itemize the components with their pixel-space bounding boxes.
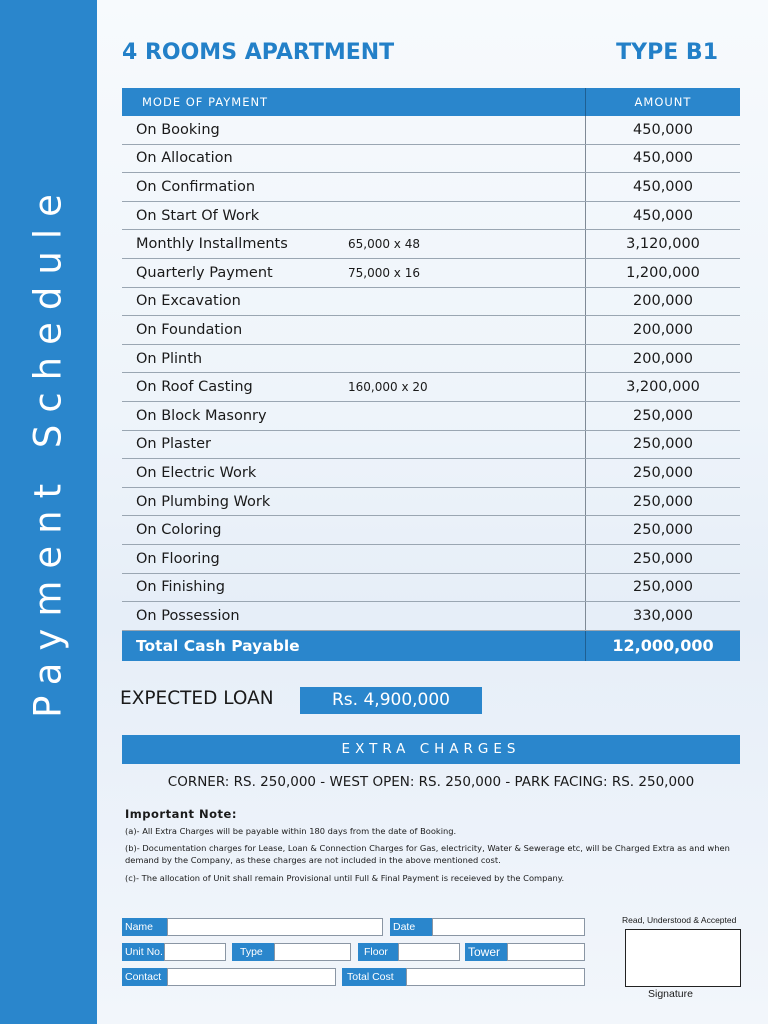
table-row bbox=[122, 401, 740, 430]
payment-amount: 250,000 bbox=[586, 487, 741, 516]
table-row bbox=[122, 258, 740, 287]
note-a: (a)- All Extra Charges will be payable within 180 days from the date of Booking. bbox=[125, 826, 457, 836]
payment-amount: 330,000 bbox=[586, 602, 741, 631]
installment-breakdown bbox=[348, 316, 586, 345]
installment-breakdown bbox=[348, 459, 586, 488]
table-row bbox=[122, 487, 740, 516]
expected-loan-label: EXPECTED LOAN bbox=[120, 688, 274, 709]
table-row bbox=[122, 287, 740, 316]
installment-breakdown bbox=[348, 201, 586, 230]
payment-amount: 250,000 bbox=[586, 459, 741, 488]
name-field[interactable] bbox=[167, 918, 383, 936]
payment-amount: 450,000 bbox=[586, 201, 741, 230]
total-cost-field[interactable] bbox=[406, 968, 585, 986]
payment-stage-label: On Finishing bbox=[122, 573, 348, 602]
payment-stage-label: On Start Of Work bbox=[122, 201, 348, 230]
tower-field[interactable] bbox=[507, 943, 585, 961]
mode-header: MODE OF PAYMENT bbox=[122, 88, 586, 116]
payment-amount: 450,000 bbox=[586, 116, 741, 144]
payment-stage-label: On Flooring bbox=[122, 544, 348, 573]
installment-breakdown bbox=[348, 516, 586, 545]
note-b: (b)- Documentation charges for Lease, Loan & Connection Charges for Gas, electricity, Water & Sewerage etc, will be Charged Extra as and when demand by the Company, as these charges are not included in the above mentioned cost. bbox=[125, 843, 730, 865]
table-row bbox=[122, 430, 740, 459]
payment-stage-label: On Plaster bbox=[122, 430, 348, 459]
payment-amount: 200,000 bbox=[586, 344, 741, 373]
payment-stage-label: Quarterly Payment bbox=[122, 258, 348, 287]
installment-breakdown bbox=[348, 573, 586, 602]
payment-amount: 3,120,000 bbox=[586, 230, 741, 259]
date-field[interactable] bbox=[432, 918, 585, 936]
payment-stage-label: On Electric Work bbox=[122, 459, 348, 488]
payment-stage-label: On Plinth bbox=[122, 344, 348, 373]
table-row bbox=[122, 573, 740, 602]
payment-amount: 450,000 bbox=[586, 144, 741, 173]
installment-breakdown bbox=[348, 401, 586, 430]
type-field[interactable] bbox=[274, 943, 351, 961]
table-row bbox=[122, 459, 740, 488]
table-row bbox=[122, 116, 740, 144]
contact-field[interactable] bbox=[167, 968, 336, 986]
table-row bbox=[122, 144, 740, 173]
payment-amount: 200,000 bbox=[586, 287, 741, 316]
type-label: Type bbox=[232, 943, 274, 961]
unit-no-field[interactable] bbox=[164, 943, 226, 961]
table-row bbox=[122, 516, 740, 545]
total-row bbox=[122, 630, 740, 661]
table-row bbox=[122, 316, 740, 345]
date-label: Date bbox=[390, 918, 432, 936]
payment-schedule-table bbox=[122, 88, 740, 661]
installment-breakdown bbox=[348, 344, 586, 373]
unit-no-label: Unit No. bbox=[122, 943, 164, 961]
payment-stage-label: Monthly Installments bbox=[122, 230, 348, 259]
amount-header: AMOUNT bbox=[586, 88, 741, 116]
payment-amount: 200,000 bbox=[586, 316, 741, 345]
installment-breakdown bbox=[348, 144, 586, 173]
table-row bbox=[122, 173, 740, 202]
installment-breakdown bbox=[348, 116, 586, 144]
payment-stage-label: On Roof Casting bbox=[122, 373, 348, 402]
table-row bbox=[122, 373, 740, 402]
contact-label: Contact bbox=[122, 968, 167, 986]
floor-label: Floor bbox=[358, 943, 398, 961]
tower-label: Tower bbox=[465, 943, 507, 961]
total-amount: 12,000,000 bbox=[586, 630, 741, 661]
payment-stage-label: On Allocation bbox=[122, 144, 348, 173]
payment-stage-label: On Foundation bbox=[122, 316, 348, 345]
payment-amount: 1,200,000 bbox=[586, 258, 741, 287]
total-cost-label: Total Cost bbox=[342, 968, 406, 986]
payment-stage-label: On Plumbing Work bbox=[122, 487, 348, 516]
extra-charges-title: EXTRA CHARGES bbox=[122, 735, 740, 764]
floor-field[interactable] bbox=[398, 943, 460, 961]
apartment-type: TYPE B1 bbox=[616, 40, 718, 65]
table-row bbox=[122, 602, 740, 631]
installment-breakdown bbox=[348, 487, 586, 516]
installment-breakdown bbox=[348, 430, 586, 459]
payment-amount: 250,000 bbox=[586, 401, 741, 430]
payment-stage-label: On Confirmation bbox=[122, 173, 348, 202]
important-note-title: Important Note: bbox=[125, 807, 237, 821]
signature-box[interactable] bbox=[625, 929, 741, 987]
installment-breakdown bbox=[348, 287, 586, 316]
page-title: 4 ROOMS APARTMENT bbox=[122, 40, 395, 65]
payment-amount: 250,000 bbox=[586, 516, 741, 545]
installment-breakdown bbox=[348, 602, 586, 631]
payment-stage-label: On Block Masonry bbox=[122, 401, 348, 430]
table-row bbox=[122, 344, 740, 373]
installment-breakdown: 65,000 x 48 bbox=[348, 230, 586, 259]
table-header-row bbox=[122, 88, 740, 116]
installment-breakdown bbox=[348, 544, 586, 573]
note-c: (c)- The allocation of Unit shall remain Provisional until Full & Final Payment is receieved by the Company. bbox=[125, 873, 565, 883]
installment-breakdown bbox=[348, 173, 586, 202]
extra-charges-line: CORNER: RS. 250,000 - WEST OPEN: RS. 250,000 - PARK FACING: RS. 250,000 bbox=[167, 774, 695, 790]
sidebar-title: Payment Schedule bbox=[26, 182, 70, 718]
installment-breakdown: 75,000 x 16 bbox=[348, 258, 586, 287]
payment-amount: 450,000 bbox=[586, 173, 741, 202]
signature-label: Signature bbox=[648, 988, 693, 1000]
payment-stage-label: On Excavation bbox=[122, 287, 348, 316]
expected-loan-value: Rs. 4,900,000 bbox=[300, 687, 482, 714]
payment-amount: 250,000 bbox=[586, 430, 741, 459]
sidebar bbox=[0, 0, 97, 1024]
payment-stage-label: On Booking bbox=[122, 116, 348, 144]
table-row bbox=[122, 544, 740, 573]
payment-amount: 3,200,000 bbox=[586, 373, 741, 402]
name-label: Name bbox=[122, 918, 167, 936]
payment-stage-label: On Possession bbox=[122, 602, 348, 631]
payment-amount: 250,000 bbox=[586, 544, 741, 573]
table-row bbox=[122, 201, 740, 230]
installment-breakdown: 160,000 x 20 bbox=[348, 373, 586, 402]
total-label: Total Cash Payable bbox=[122, 630, 586, 661]
payment-stage-label: On Coloring bbox=[122, 516, 348, 545]
payment-amount: 250,000 bbox=[586, 573, 741, 602]
table-row bbox=[122, 230, 740, 259]
signature-caption: Read, Understood & Accepted bbox=[622, 915, 737, 925]
